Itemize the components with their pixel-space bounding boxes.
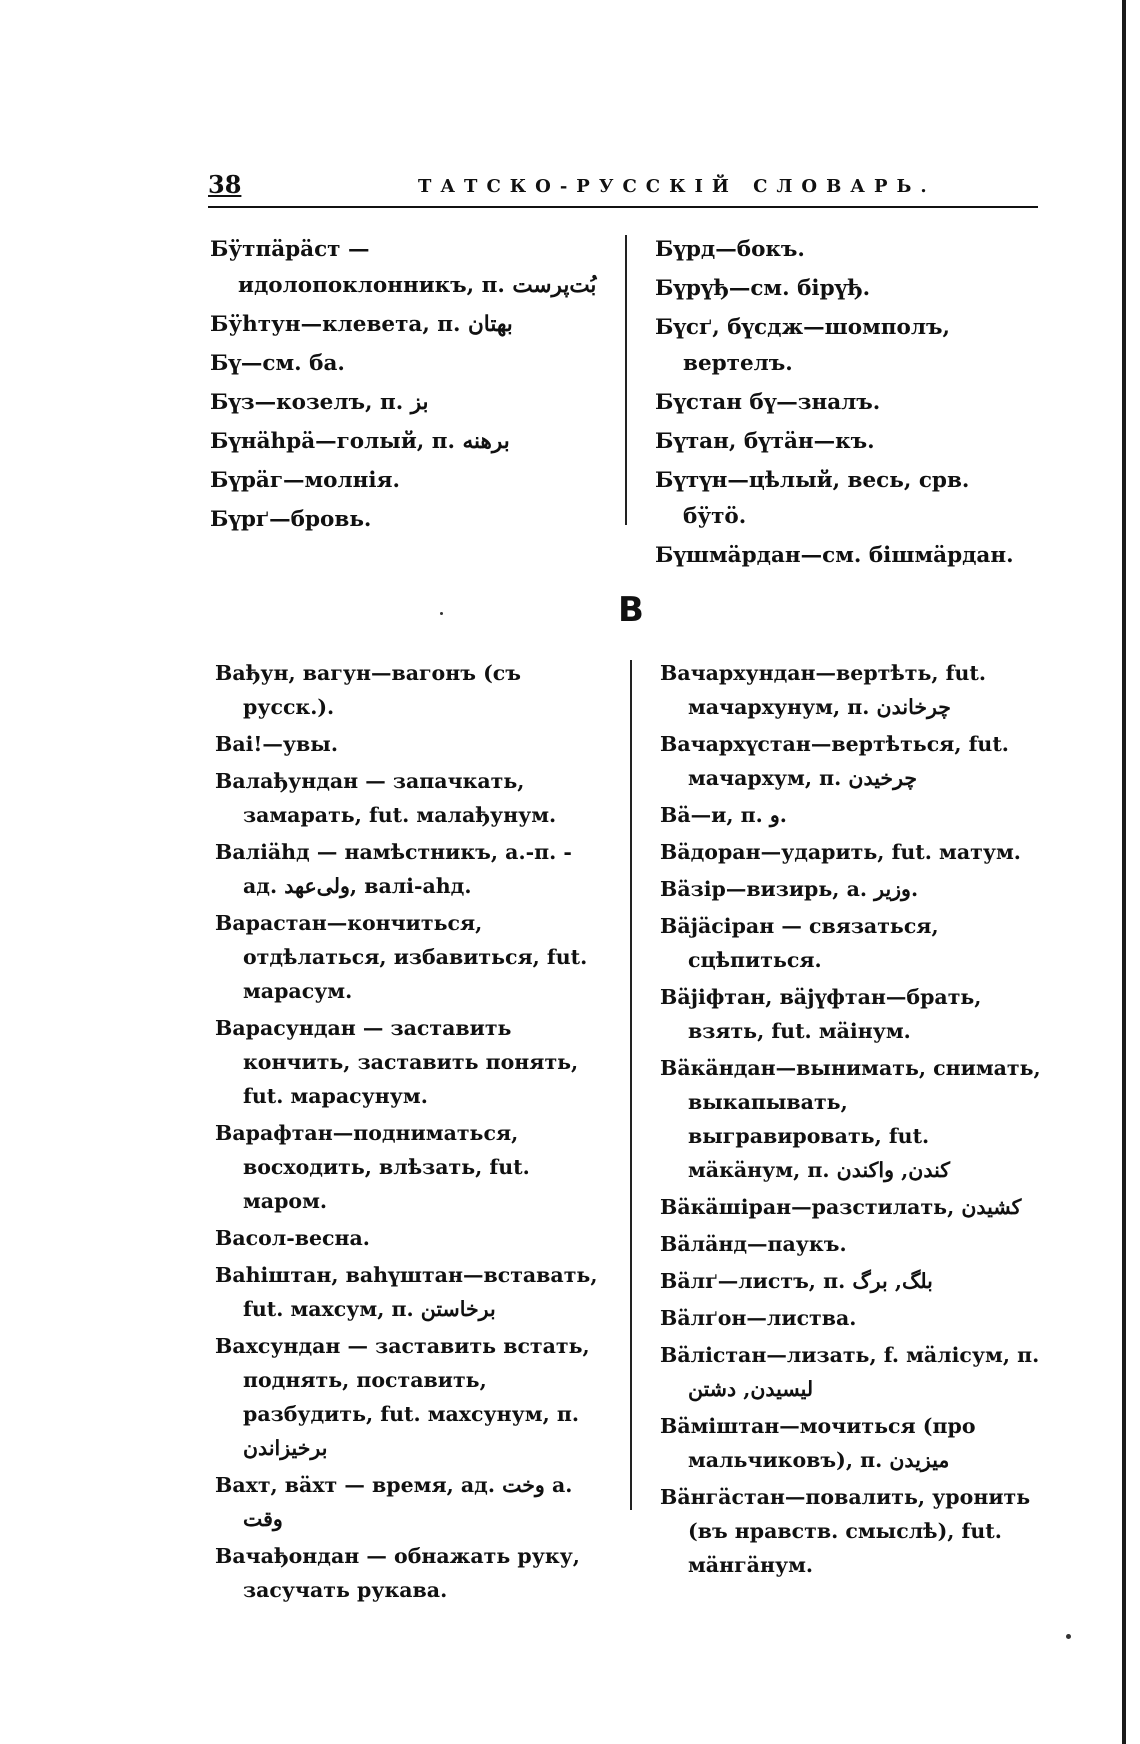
dictionary-entry: Васол-весна.: [215, 1226, 370, 1250]
dictionary-entry: Бүрäг—молнія.: [210, 468, 400, 493]
page-header: [208, 170, 1038, 208]
print-speck: [440, 612, 443, 615]
top-left-column: [210, 232, 605, 541]
top-right-column: [655, 232, 1040, 577]
dictionary-entry: Вäкäндан—вынимать, снимать, выкапывать, выгравировать, fut. мäкäнум, п. کندن, واکندن: [660, 1056, 1041, 1182]
dictionary-entry: Вäлґ—листъ, п. بلگ, برگ: [660, 1269, 933, 1293]
running-title: ТАТСКО-РУССКІЙ СЛОВАРЬ.: [418, 176, 936, 197]
bottom-column-divider: [630, 660, 632, 1510]
dictionary-entry: Бүсґ, бүсдж—шомполъ, вертелъ.: [655, 315, 951, 376]
dictionary-entry: Бүрґ—бровь.: [210, 507, 372, 532]
dictionary-entry: Бүрүђ—см. бірүђ.: [655, 276, 871, 301]
dictionary-entry: Вађун, вагун—вагонъ (съ русск.).: [215, 661, 521, 719]
section-letter: В: [618, 590, 644, 630]
dictionary-entry: Бү—см. ба.: [210, 351, 345, 376]
dictionary-entry: Вäлістан—лизать, f. мäлісум, п. لیسیدن, دشتن: [660, 1343, 1040, 1401]
dictionary-entry: Вачархундан—вертѣть, fut. мачархунум, п. چرخاندن: [660, 661, 986, 719]
dictionary-entry: Вäјäсіран — связаться, сцѣпиться.: [660, 914, 939, 972]
dictionary-entry: Варафтан—подниматься, восходить, влѣзать, fut. маром.: [215, 1121, 530, 1213]
dictionary-entry: Вä—и, п. و.: [660, 803, 787, 827]
dictionary-entry: Вачархүстан—вертѣться, fut. мачархум, п. چرخیدن: [660, 732, 1009, 790]
dictionary-entry: Бүнäһрä—голый, п. برهنه: [210, 429, 510, 454]
dictionary-entry: Вäлґон—листва.: [660, 1306, 857, 1330]
dictionary-entry: Вäјіфтан, вäјүфтан—брать, взять, fut. мäінум.: [660, 985, 982, 1043]
dictionary-entry: Вäдоран—ударить, fut. матум.: [660, 840, 1021, 864]
page-edge-rule: [1122, 0, 1126, 1744]
dictionary-entry: Бүшмäрдан—см. бішмäрдан.: [655, 543, 1014, 568]
dictionary-entry: Бүтан, бүтäн—къ.: [655, 429, 875, 454]
dictionary-entry: Вахт, вäхт — время, ад. وخت а. وقت: [215, 1473, 573, 1531]
dictionary-entry: Вачађондан — обнажать руку, засучать рукава.: [215, 1544, 580, 1602]
dictionary-entry: Вäлäнд—паукъ.: [660, 1232, 847, 1256]
dictionary-entry: Бүтүн—цѣлый, весь, срв. бӱтӧ.: [655, 468, 970, 529]
dictionary-entry: Вäнгäстан—повалить, уронить (въ нравств. смыслѣ), fut. мäнгäнум.: [660, 1485, 1031, 1577]
dictionary-entry: Бӱтпäрäст — идолопоклонникъ, п. بُت‌پرست: [210, 237, 597, 298]
dictionary-entry: Бүстан бү—зналъ.: [655, 390, 881, 415]
dictionary-entry: Валађундан — запачкать, замарать, fut. малађунум.: [215, 769, 557, 827]
dictionary-entry: Валіäһд — намѣстникъ, а.-п. - ад. ولی‌عهد, валі-аһд.: [215, 840, 572, 898]
bottom-left-column: [215, 656, 605, 1610]
dictionary-entry: Бӱһтун—клевета, п. بهتان: [210, 312, 513, 337]
page-number: 38: [208, 170, 242, 199]
dictionary-entry: Варасундан — заставить кончить, заставить понять, fut. марасунум.: [215, 1016, 579, 1108]
dictionary-entry: Вахсундан — заставить встать, поднять, поставить, разбудить, fut. махсунум, п. برخیزاندن: [215, 1334, 590, 1460]
dictionary-entry: Вäкäшіран—разстилать, کشیدن: [660, 1195, 1022, 1219]
dictionary-entry: Бүрд—бокъ.: [655, 237, 805, 262]
dictionary-entry: Бүз—козелъ, п. بز: [210, 390, 429, 415]
dictionary-entry: Вäміштан—мочиться (про мальчиковъ), п. میزیدن: [660, 1414, 976, 1472]
top-column-divider: [625, 235, 627, 525]
bottom-right-column: [660, 656, 1045, 1585]
print-speck: [1066, 1634, 1071, 1639]
dictionary-entry: Вäзір—визирь, а. وزیر.: [660, 877, 919, 901]
dictionary-entry: Варастан—кончиться, отдѣлаться, избавиться, fut. марасум.: [215, 911, 588, 1003]
dictionary-entry: Ваі!—увы.: [215, 732, 338, 756]
dictionary-entry: Ваһіштан, ваһүштан—вставать, fut. махсум, п. برخاستن: [215, 1263, 598, 1321]
